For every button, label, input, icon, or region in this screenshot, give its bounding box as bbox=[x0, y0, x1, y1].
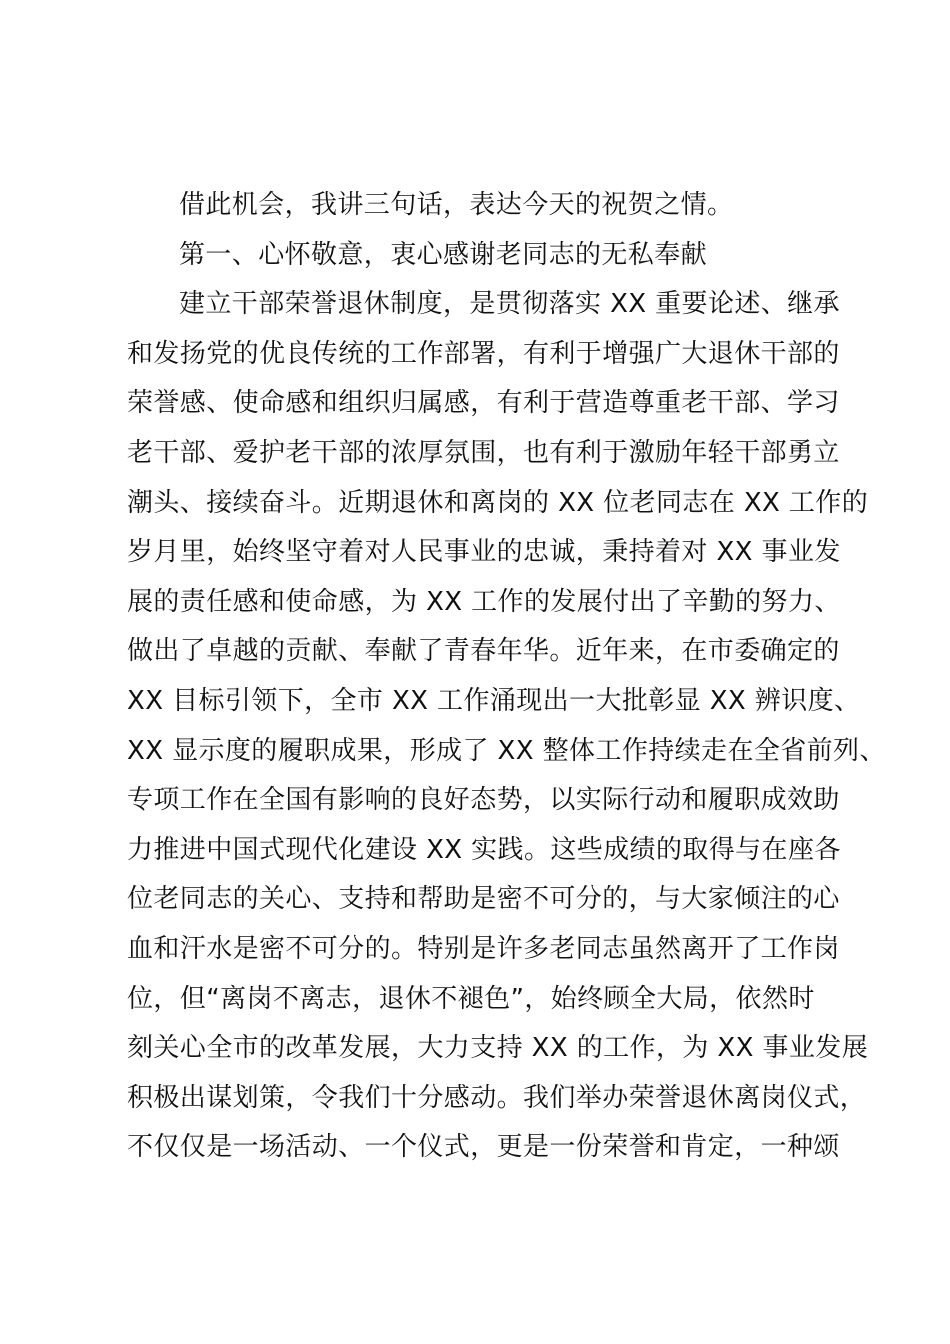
paragraph-line: 老干部、爱护老干部的浓厚氛围，也有利于激励年轻干部勇立 bbox=[127, 437, 840, 468]
paragraph-line: 血和汗水是密不可分的。特别是许多老同志虽然离开了工作岗 bbox=[127, 933, 840, 964]
paragraph-line: 刻关心全市的改革发展，大力支持 XX 的工作，为 XX 事业发展 bbox=[127, 1033, 869, 1064]
paragraph-line: 岁月里，始终坚守着对人民事业的忠诚，秉持着对 XX 事业发 bbox=[127, 537, 841, 568]
paragraph-line: 展的责任感和使命感，为 XX 工作的发展付出了辛勤的努力、 bbox=[127, 586, 841, 617]
paragraph-line: 积极出谋划策，令我们十分感动。我们举办荣誉退休离岗仪式， bbox=[127, 1082, 867, 1113]
paragraph-line: 建立干部荣誉退休制度，是贯彻落实 XX 重要论述、继承 bbox=[179, 289, 840, 320]
paragraph-line: 做出了卓越的贡献、奉献了青春年华。近年来，在市委确定的 bbox=[127, 636, 840, 667]
section-heading: 第一、心怀敬意，衷心感谢老同志的无私奉献 bbox=[179, 239, 708, 270]
paragraph-line: 和发扬党的优良传统的工作部署，有利于增强广大退休干部的 bbox=[127, 338, 840, 369]
paragraph-line: 位老同志的关心、支持和帮助是密不可分的，与大家倾注的心 bbox=[127, 884, 840, 915]
body-text bbox=[127, 181, 886, 1173]
paragraph-line: 潮头、接续奋斗。近期退休和离岗的 XX 位老同志在 XX 工作的 bbox=[127, 487, 869, 518]
paragraph-line: 不仅仅是一场活动、一个仪式，更是一份荣誉和肯定，一种颂 bbox=[127, 1132, 840, 1163]
paragraph-line: 专项工作在全国有影响的良好态势，以实际行动和履职成效助 bbox=[127, 785, 840, 816]
paragraph-line: 荣誉感、使命感和组织归属感，有利于营造尊重老干部、学习 bbox=[127, 388, 840, 419]
paragraph-line: XX 目标引领下，全市 XX 工作涌现出一大批彰显 XX 辨识度、 bbox=[127, 685, 861, 716]
paragraph-line: 力推进中国式现代化建设 XX 实践。这些成绩的取得与在座各 bbox=[127, 834, 841, 865]
paragraph-line: 位，但“离岗不离志，退休不褪色”，始终顾全大局，依然时 bbox=[127, 983, 815, 1014]
paragraph-line: 借此机会，我讲三句话，表达今天的祝贺之情。 bbox=[179, 190, 734, 220]
paragraph-line: XX 显示度的履职成果，形成了 XX 整体工作持续走在全省前列、 bbox=[127, 735, 886, 766]
